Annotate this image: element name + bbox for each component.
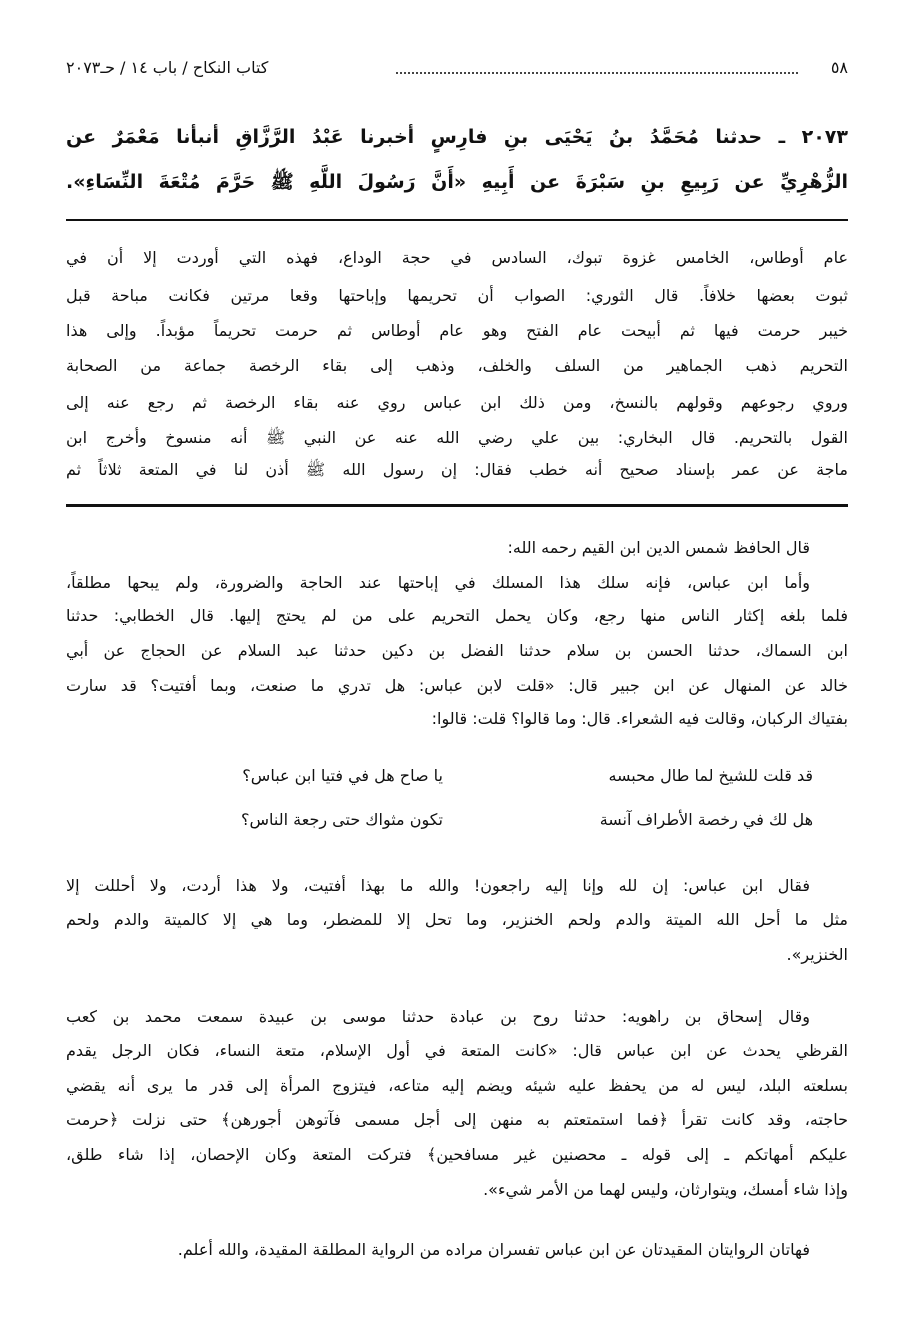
text-line: القرظي يحدث عن ابن عباس قال: «كانت المتعة في أول الإسلام، متعة النساء، فكان الرجل يقدم <box>66 1041 848 1060</box>
section-heading: قال الحافظ شمس الدين ابن القيم رحمه الله: <box>507 538 810 557</box>
commentary-line: القول بالتحريم. قال البخاري: بين علي رضي الله عنه عن النبي ﷺ أنه منسوخ وأخرج ابن <box>66 428 848 447</box>
hadith-line: الزُّهْرِيِّ عن رَبِيعِ بنِ سَبْرَةَ عن أَبِيهِ «أَنَّ رَسُولَ اللَّهِ ﷺ حَرَّمَ مُتْعَةَ النِّسَاءِ». <box>66 171 848 193</box>
page-number: ٥٨ <box>830 58 848 77</box>
running-header <box>66 58 848 88</box>
text-line: فقال ابن عباس: إن لله وإنا إليه راجعون! والله ما بهذا أفتيت، ولا هذا أردت، ولا أحللت إلا <box>66 876 810 895</box>
commentary-line: ماجة عن عمر بإسناد صحيح أنه خطب فقال: إن رسول الله ﷺ أذن لنا في المتعة ثلاثاً ثم <box>66 460 848 479</box>
text-line: فهاتان الروايتان المقيدتان عن ابن عباس تفسران مراده من الرواية المطلقة المقيدة، والله أعلم. <box>177 1240 810 1259</box>
text-line: بفتياك الركبان، وقالت فيه الشعراء. قال: وما قالوا؟ قلت: قالوا: <box>431 709 848 728</box>
text-line: بسلعته البلد، ليس له من يحفظ عليه شيئه ويضم إليه متاعه، فيتزوج المرأة إلى قدر ما يرى أنه يقضي <box>66 1076 848 1095</box>
poem-hemistich: تكون مثواك حتى رجعة الناس؟ <box>241 810 443 829</box>
commentary-line: ثبوت بعضها خلافاً. قال الثوري: الصواب أن تحريمها وإباحتها وقعا مرتين فكانت مباحة قبل <box>66 286 848 305</box>
text-line: ابن السماك، حدثنا الحسن بن سلام حدثنا الفضل بن دكين حدثنا عبد السلام عن الحجاج عن أبي <box>66 641 848 660</box>
text-line: فلما بلغه إكثار الناس منها رجع، وكان يحمل التحريم على من لم يحتج إليها. قال الخطابي: حدثنا <box>66 606 848 625</box>
divider-rule <box>66 504 848 507</box>
text-line: الخنزير». <box>786 945 848 964</box>
text-line: وقال إسحاق بن راهويه: حدثنا روح بن عبادة حدثنا موسى بن عبيدة سمعت محمد بن كعب <box>66 1007 810 1026</box>
commentary-line: التحريم ذهب الجماهير من السلف والخلف، وذهب إلى بقاء الرخصة جماعة من الصحابة <box>66 356 848 375</box>
text-line: وأما ابن عباس، فإنه سلك هذا المسلك في إباحتها عند الحاجة والضرورة، ولم يبحها مطلقاً، <box>66 573 810 592</box>
commentary-line: وروي رجوعهم وقولهم بالنسخ، ومن ذلك ابن عباس روي عنه بقاء الرخصة ثم رجع عنه إلى <box>66 393 848 412</box>
poem-hemistich: يا صاح هل في فتيا ابن عباس؟ <box>242 766 443 785</box>
poem-hemistich: قد قلت للشيخ لما طال محبسه <box>608 766 813 785</box>
text-line: مثل ما أحل الله الميتة والدم ولحم الخنزير، وما تحل إلا للمضطر، وما هي إلا كالميتة والدم ولحم <box>66 910 848 929</box>
text-line: حاجته، وقد كانت تقرأ ﴿فما استمتعتم به منهن إلى أجل مسمى فآتوهن أجورهن﴾ حتى نزلت ﴿حرمت <box>66 1110 848 1129</box>
text-line: خالد عن المنهال عن ابن جبير قال: «قلت لابن عباس: هل تدري ما صنعت، وبما أفتيت؟ قد سارت <box>66 676 848 695</box>
commentary-line: خيبر حرمت فيها ثم أبيحت عام الفتح وهو عام أوطاس ثم حرمت تحريماً مؤبداً. وإلى هذا <box>66 321 848 340</box>
running-title: كتاب النكاح / باب ١٤ / حـ٢٠٧٣ <box>66 58 269 77</box>
text-line: وإذا شاء أمسك، ويتوارثان، وليس لهما من الأمر شيء». <box>483 1180 848 1199</box>
poem-hemistich: هل لك في رخصة الأطراف آنسة <box>599 810 813 829</box>
text-line: عليكم أمهاتكم ـ إلى قوله ـ محصنين غير مسافحين﴾ فتركت المتعة وكان الإحصان، إذا شاء طلق، <box>66 1145 848 1164</box>
dotted-leader <box>396 72 798 74</box>
divider-rule <box>66 219 848 221</box>
commentary-line: عام أوطاس، الخامس غزوة تبوك، السادس في حجة الوداع، فهذه التي أوردت إلا أن في <box>66 248 848 267</box>
hadith-line: ٢٠٧٣ ـ حدثنا مُحَمَّدُ بنُ يَحْيَى بنِ فارِسٍ أخبرنا عَبْدُ الرَّزَّاقِ أنبأنا مَعْمَرٌ عن <box>66 126 848 148</box>
